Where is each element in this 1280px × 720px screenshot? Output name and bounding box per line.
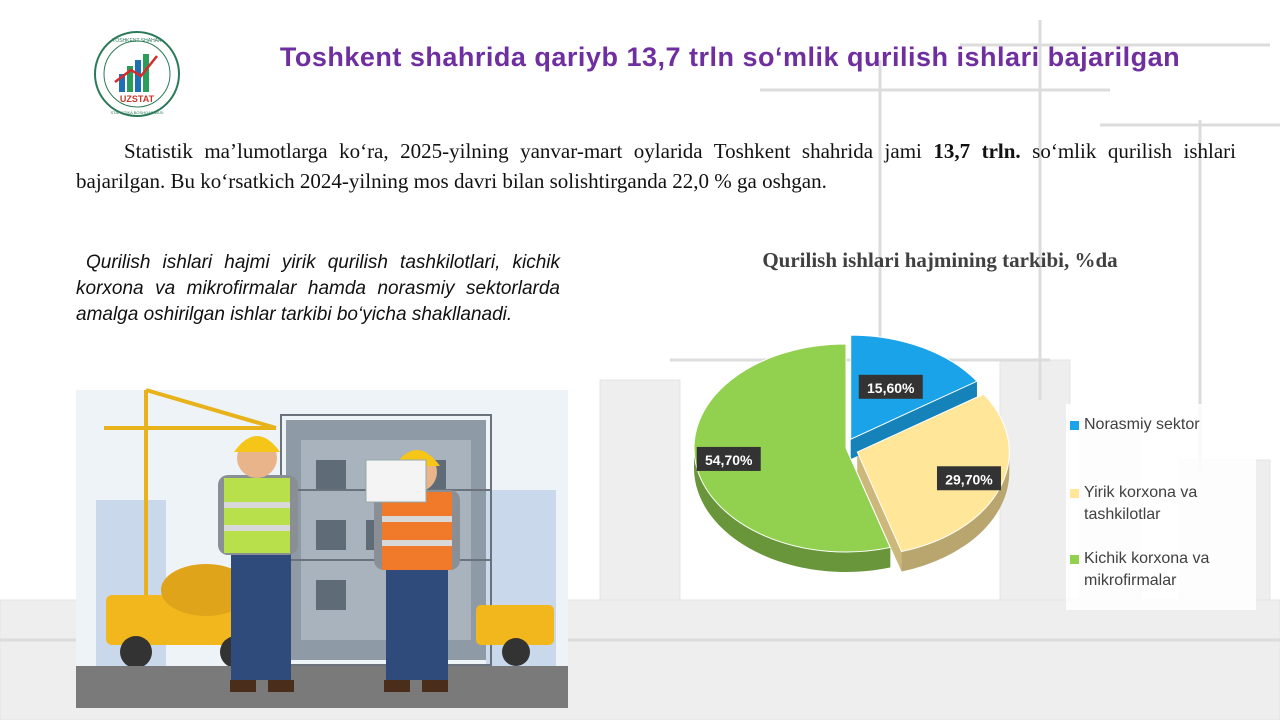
pie-label-text-kichik: 54,70%: [704, 451, 753, 468]
lead-highlight: 13,7 trln.: [933, 139, 1021, 163]
lead-text-1: Statistik ma’lumotlarga ko‘ra, 2025-yilning yanvar-mart oylarida Toshkent shahrida jami: [124, 139, 934, 163]
logo-brand: UZSTAT: [119, 94, 155, 104]
logo-top-text: TOSHKENT SHAHAR: [112, 38, 162, 44]
logo-bottom-text: STATISTIKA BOSHQARMASI: [110, 110, 164, 115]
side-description: Qurilish ishlari hajmi yirik qurilish tashkilotlari, kichik korxona va mikrofirmalar hamda norasmiy sektorlarda amalga oshirilgan ishlar tarkibi bo‘yicha shakllanadi.: [76, 252, 560, 325]
pie-chart: [640, 330, 1060, 620]
pie-label-text-norasmiy: 15,60%: [867, 379, 915, 396]
lead-text-2: so‘mlik qurilish ishlari bajarilgan. Bu ko‘rsatkich 2024-yilning mos davri bilan solishtirganda 22,0 % ga oshgan.: [76, 139, 1236, 193]
legend-label-yirik: Yirik korxona va tashkilotlar: [1084, 484, 1198, 523]
pie-label-norasmiy: [859, 375, 923, 399]
pie-label-kichik: [697, 447, 761, 471]
legend-item-norasmiy: [1070, 414, 1252, 436]
legend-swatch-kichik: [1070, 555, 1079, 564]
lead-paragraph: [76, 136, 1236, 196]
legend-label-norasmiy: Norasmiy sektor: [1084, 416, 1200, 433]
legend-item-kichik: [1070, 548, 1252, 592]
construction-workers-illustration: [76, 380, 568, 708]
pie-label-text-yirik: 29,70%: [945, 471, 993, 488]
legend-swatch-norasmiy: [1070, 421, 1079, 430]
pie-label-yirik: [937, 466, 1001, 490]
page-title: Toshkent shahrida qariyb 13,7 trln so‘mlik qurilish ishlari bajarilgan: [279, 42, 1181, 72]
chart-title: Qurilish ishlari hajmining tarkibi, %da: [762, 248, 1118, 272]
chart-legend: [1066, 404, 1256, 610]
legend-item-yirik: [1070, 482, 1252, 526]
legend-label-kichik: Kichik korxona va mikrofirmalar: [1084, 550, 1210, 589]
uzstat-logo: [93, 30, 181, 118]
legend-swatch-yirik: [1070, 489, 1079, 498]
